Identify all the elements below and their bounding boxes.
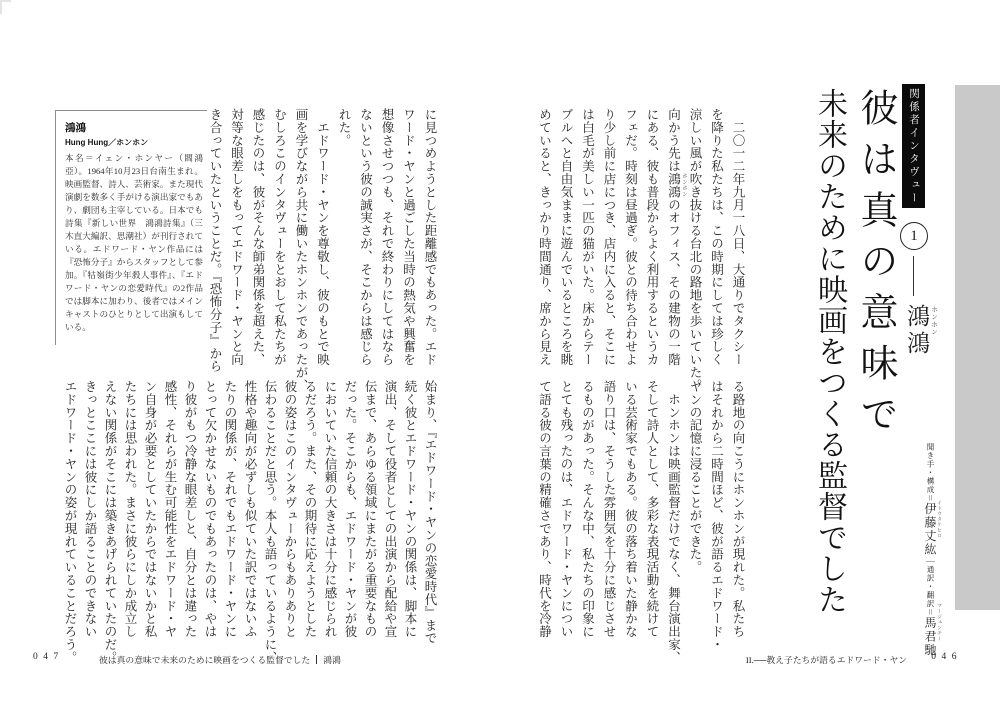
text-line: だった。そこからも、エドワード・ヤンが彼 [343, 380, 357, 638]
body-text-left-upper [204, 108, 441, 392]
text-line: 始まり、『エドワード・ヤンの恋愛時代』まで [423, 380, 437, 645]
text-line: いる芸術家でもある。彼の落ち着いた静かな [623, 380, 638, 638]
text-line: 想像させつつも、それで終わりにしてはなら [380, 108, 394, 366]
article-title-line2: 未来のために映画をつくる監督でした [813, 88, 846, 615]
running-head-right: II.──教え子たちが語るエドワード・ヤン [745, 655, 907, 665]
text-line: 伝まで、あらゆる領域にまたがる重要なもの [363, 380, 377, 638]
text-line: 性格や趣向が必ずしも似ていた訳ではないふ [243, 380, 257, 638]
text-line: めていると、きっかり時間通り、席から見え [537, 108, 552, 366]
text-line: り彼がもつ冷静な眼差しと、自分とは違った [183, 380, 197, 638]
text-line: エドワード・ヤンを尊敬し、彼のもとで映 [315, 108, 330, 366]
interview-number-badge: 1 [900, 222, 928, 250]
text-line: むしろこのインタヴューをとおして私たちが [272, 108, 287, 366]
text-line: 向かう先は鴻鴻のオフィス、その建物の一階 [666, 108, 681, 366]
bio-text: 本名＝イェン・ホンヤー（閻鴻亞）。1964年10月23日台南生まれ。映画監督、詩人、芸術家。また現代演劇を数多く手がける演出家でもあり、劇団も主宰している。日本でも詩集『新しい世界 鴻鴻詩集』（三木直大編訳、思潮社）が刊行されている。エドワード・ヤン作品には『恐怖分子』からスタッフとして参加。『牯嶺街少年殺人事件』、『エドワード・ヤンの恋愛時代』の2作品では脚本に加わり、後者ではメインキャストのひとりとして出演もしている。 [65, 153, 203, 332]
text-line: て語る彼の言葉の精確さであり、時代を冷静 [537, 380, 552, 638]
scan-corner-mark [0, 0, 11, 14]
interview-tag: 関係者インタヴュー [902, 84, 925, 208]
text-line: 感性、それらが生む可能性をエドワード・ヤ [163, 380, 177, 638]
body-text-right-upper [533, 108, 748, 392]
text-line: は白毛が美しい一匹の猫がいた。床からテー [580, 108, 595, 366]
text-line: とても残ったのは、エドワード・ヤンについ [559, 380, 573, 638]
footer-divider [316, 655, 317, 664]
interviewee-name: 鴻鴻 [904, 304, 929, 358]
text-line: とって欠かせないものでもあったのは、やは [203, 380, 217, 638]
text-line: 画を学びながら共に働いたホンホンであったが、 [294, 108, 308, 392]
text-line: ワード・ヤンと過ごした当時の熱気や興奮を [401, 108, 416, 366]
page-number-left: 047 [33, 652, 64, 662]
body-furigana-hong: ホンホン [681, 173, 687, 197]
text-line: ブルへと自由気ままに遊んでいるところを眺 [559, 108, 573, 366]
credits-separator: ｜ [925, 556, 935, 566]
text-line: 続く彼とエドワード・ヤンの関係は、脚本に [403, 380, 417, 638]
text-line: るだろう。また、その期待に応えようとした [303, 380, 317, 638]
text-line: はそれから二時間ほど、彼が語るエドワード・ [709, 380, 724, 651]
page-edge-shadow [955, 85, 1000, 610]
text-line: き合っていたということだ。『恐怖分子』から [208, 108, 222, 373]
running-head-left [99, 653, 341, 666]
translator-furigana: マージュンチー [936, 603, 941, 642]
bio-romanized-name: Hung Hung／ホンホン [65, 138, 149, 147]
bio-name: 鴻鴻 [65, 122, 86, 134]
text-line: ホンホンは映画監督だけでなく、舞台演出家、 [666, 380, 681, 664]
text-line: 二〇一二年九月一八日、大通りでタクシー [731, 108, 745, 366]
text-line: 涼しい風が吹き抜ける台北の路地を歩いていた。 [688, 108, 702, 392]
text-line: を降りた私たちは、この時期にしては珍しく [709, 108, 724, 366]
translator-label: 通訳・翻訳＝ [926, 565, 935, 617]
text-line: たちには思われた。まさに彼らにしか成立し [123, 380, 137, 638]
interviewer-furigana: イトウタケヒロ [936, 500, 941, 539]
text-line: 対等な眼差しをもってエドワード・ヤンと向 [229, 108, 244, 366]
translator-name: 馬君馳 [923, 616, 937, 657]
interviewee-furigana: ホンホン [930, 306, 937, 336]
text-line: る路地の向こうにホンホンが現れた。私たち [731, 380, 745, 638]
text-line: フェだ。時刻は昼過ぎ。彼との待ち合わせよ [623, 108, 638, 366]
text-line: においていた信頼の大きさは十分に感じられ [323, 380, 337, 638]
text-line: ヤンの記憶に浸ることができた。 [688, 380, 702, 574]
text-line: ないという彼の誠実さが、そこからは感じら [358, 108, 373, 366]
text-line: るものがあった。そんな中、私たちの印象に [580, 380, 595, 638]
article-title-line1: 彼は真の意味で [854, 88, 896, 445]
text-line: ン自身が必要としていたからではないかと私 [143, 380, 157, 638]
text-line: エドワード・ヤンの姿が現れていることだろう。 [63, 380, 77, 664]
running-head-name: 鴻鴻 [323, 655, 341, 665]
text-line: り少し前に店につき、店内に入ると、そこに [602, 108, 616, 366]
text-line: 語り口は、そうした雰囲気を十分に感じさせ [602, 380, 616, 638]
interviewer-name: 伊藤丈紘 [923, 502, 937, 557]
text-line: に見つめようとした距離感でもあった。エド [423, 108, 437, 366]
text-line: えない関係がそこには築きあげられていたのだ。 [103, 380, 117, 664]
text-line: 演出、そして役者としての出演から配給や宣 [383, 380, 397, 638]
body-text-right-lower [533, 380, 748, 664]
text-line: にある、彼も普段からよく利用するというカ [645, 108, 659, 366]
page-number-right: 046 [931, 652, 962, 662]
bio-box [55, 110, 207, 345]
text-line: 感じたのは、彼がそんな師弟関係を超えた、 [251, 108, 265, 366]
interviewer-label: 聞き手・構成＝ [926, 443, 935, 503]
running-head-title: 彼は真の意味で未来のために映画をつくる監督でした [99, 655, 311, 665]
text-line: 彼の姿はこのインタヴューからもありありと [283, 380, 297, 638]
text-line: 伝わることだと思う。本人も語っているように、 [263, 380, 277, 664]
text-line: きっとここには彼にしか語ることのできない [83, 380, 97, 638]
tag-dash-line [913, 256, 914, 296]
text-line: たりの関係が、それでもエドワード・ヤンに [223, 380, 237, 638]
text-line: そして詩人として、多彩な表現活動を続けて [645, 380, 659, 638]
text-line: れた。 [337, 108, 351, 147]
